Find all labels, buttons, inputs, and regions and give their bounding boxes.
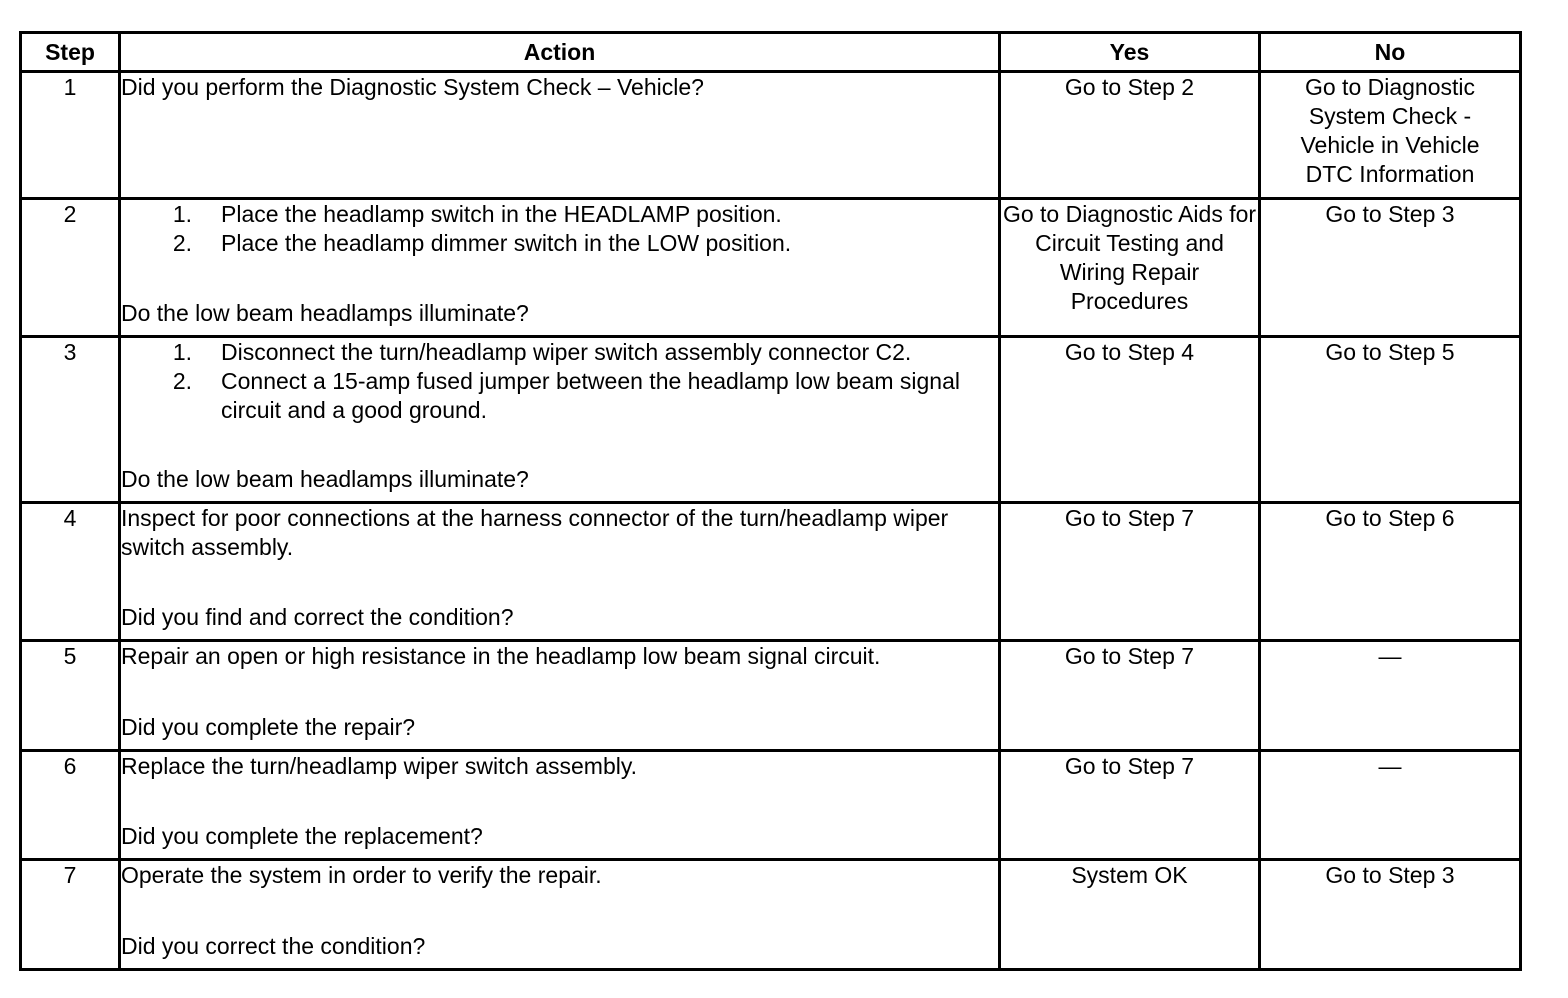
no-cell: Go to Step 3	[1260, 860, 1521, 970]
no-cell: Go to Step 6	[1260, 503, 1521, 641]
substep	[121, 338, 998, 367]
step-number: 3	[21, 337, 120, 503]
substep-number: 2.	[172, 368, 192, 394]
substep-text: Place the headlamp switch in the HEADLAMP position.	[221, 201, 782, 227]
header-no: No	[1260, 33, 1521, 72]
table-row	[21, 199, 1521, 337]
table-row	[21, 860, 1521, 970]
action-content	[121, 642, 998, 744]
step-number: 2	[21, 199, 120, 337]
no-dash: —	[1378, 643, 1402, 669]
action-question: Do the low beam headlamps illuminate?	[121, 466, 529, 492]
step-number: 6	[21, 751, 120, 860]
header-row	[21, 33, 1521, 72]
yes-cell: Go to Step 7	[1000, 751, 1260, 860]
table-row	[21, 751, 1521, 860]
yes-cell: Go to Step 2	[1000, 72, 1260, 199]
header-yes: Yes	[1000, 33, 1260, 72]
no-cell: Go to Step 5	[1260, 337, 1521, 503]
substep-number: 2.	[172, 230, 192, 256]
substep-text: Connect a 15-amp fused jumper between the headlamp low beam signal circuit and a good ground.	[221, 368, 960, 423]
no-cell	[1260, 641, 1521, 751]
action-intro: Did you perform the Diagnostic System Check – Vehicle?	[121, 74, 704, 100]
step-number: 1	[21, 72, 120, 199]
step-number: 4	[21, 503, 120, 641]
header-action: Action	[120, 33, 1000, 72]
substep-text: Disconnect the turn/headlamp wiper switch assembly connector C2.	[221, 339, 912, 365]
yes-cell: Go to Step 7	[1000, 503, 1260, 641]
no-cell	[1260, 72, 1521, 199]
substep-list	[121, 200, 998, 258]
action-question: Did you correct the condition?	[121, 933, 426, 959]
action-cell	[120, 199, 1000, 337]
action-content	[121, 861, 998, 963]
step-number: 7	[21, 860, 120, 970]
substep	[121, 200, 998, 229]
action-cell	[120, 503, 1000, 641]
action-intro: Inspect for poor connections at the harness connector of the turn/headlamp wiper switch assembly.	[121, 505, 949, 560]
action-cell	[120, 751, 1000, 860]
action-content	[121, 504, 998, 634]
substep-text: Place the headlamp dimmer switch in the LOW position.	[221, 230, 792, 256]
action-question: Did you find and correct the condition?	[121, 604, 514, 630]
action-content	[121, 752, 998, 853]
diagnostic-table	[19, 31, 1522, 971]
yes-cell: Go to Diagnostic Aids for Circuit Testing and Wiring Repair Procedures	[1000, 199, 1260, 337]
no-text: Go to Diagnostic System Check - Vehicle in Vehicle DTC Information	[1300, 74, 1480, 187]
action-question: Did you complete the repair?	[121, 714, 416, 740]
table-row	[21, 641, 1521, 751]
header-step: Step	[21, 33, 120, 72]
action-content	[121, 338, 998, 496]
yes-cell: Go to Step 7	[1000, 641, 1260, 751]
table-row	[21, 72, 1521, 199]
action-cell	[120, 337, 1000, 503]
action-intro: Operate the system in order to verify the repair.	[121, 862, 602, 888]
action-cell	[120, 641, 1000, 751]
substep	[121, 229, 998, 258]
action-question: Do the low beam headlamps illuminate?	[121, 300, 529, 326]
table-row	[21, 503, 1521, 641]
substep	[121, 367, 998, 425]
no-cell: Go to Step 3	[1260, 199, 1521, 337]
table-row	[21, 337, 1521, 503]
action-question: Did you complete the replacement?	[121, 823, 483, 849]
substep-number: 1.	[172, 201, 192, 227]
no-cell	[1260, 751, 1521, 860]
no-dash: —	[1378, 753, 1402, 779]
step-number: 5	[21, 641, 120, 751]
yes-cell: Go to Step 4	[1000, 337, 1260, 503]
action-cell	[120, 860, 1000, 970]
yes-cell: System OK	[1000, 860, 1260, 970]
action-content	[121, 200, 998, 330]
action-intro: Replace the turn/headlamp wiper switch assembly.	[121, 753, 638, 779]
action-intro: Repair an open or high resistance in the headlamp low beam signal circuit.	[121, 643, 881, 669]
substep-list	[121, 338, 998, 425]
action-cell	[120, 72, 1000, 199]
substep-number: 1.	[172, 339, 192, 365]
